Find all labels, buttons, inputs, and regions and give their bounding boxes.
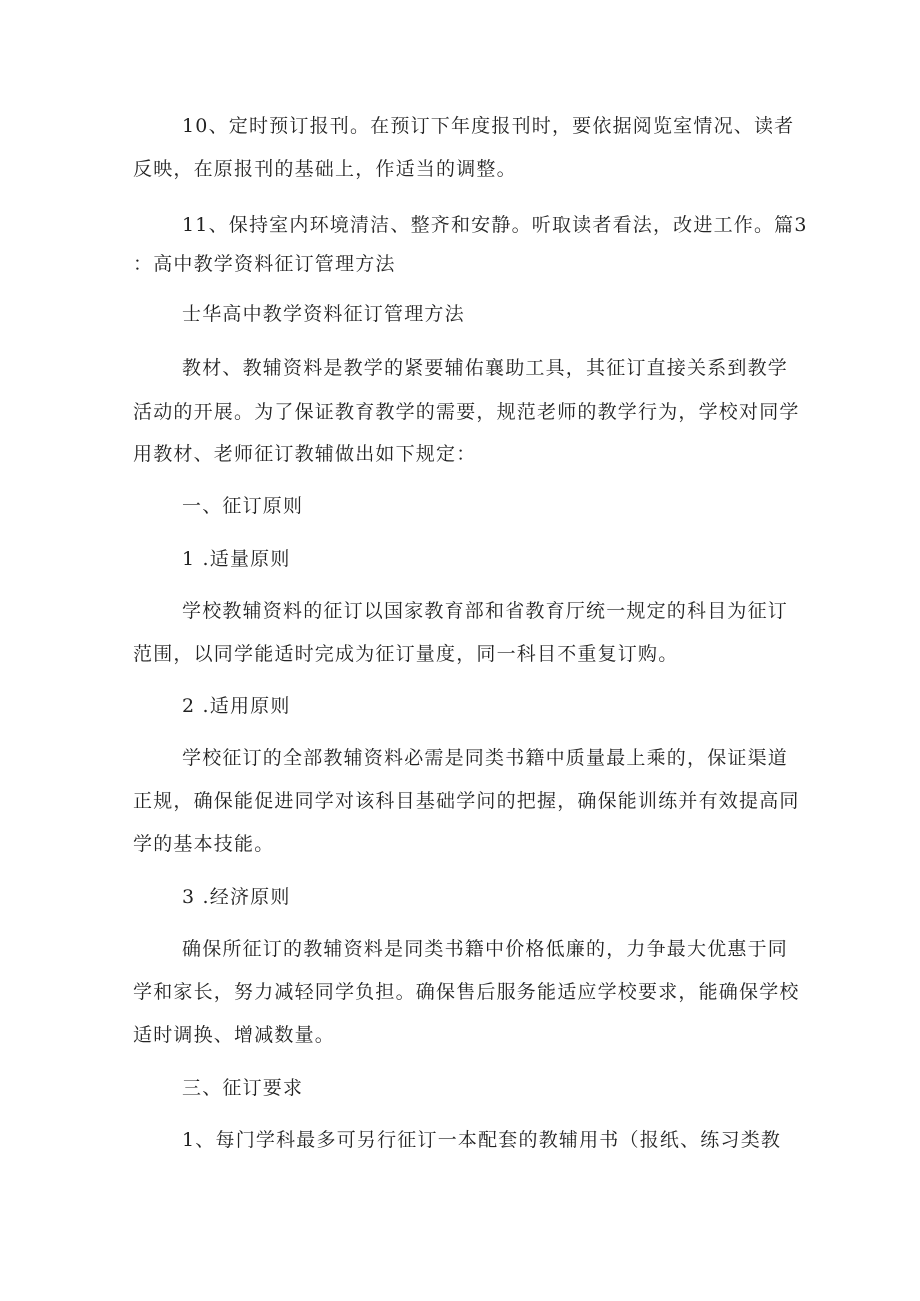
applicable-paragraph-line-1: 学校征订的全部教辅资料必需是同类书籍中质量最上乘的，保证渠道 bbox=[182, 747, 789, 769]
intro-paragraph-line-1: 教材、教辅资料是教学的紧要辅佑襄助工具，其征订直接关系到教学 bbox=[182, 357, 789, 379]
economic-paragraph-line-1: 确保所征订的教辅资料是同类书籍中价格低廉的，力争最大优惠于同 bbox=[182, 938, 789, 960]
paragraph-item-10-line-1: 10、定时预订报刊。在预订下年度报刊时，要依据阅览室情况、读者 bbox=[182, 115, 795, 137]
intro-paragraph-line-3: 用教材、老师征订教辅做出如下规定： bbox=[133, 443, 477, 465]
paragraph-item-11-line-2: ：高中教学资料征订管理方法 bbox=[133, 253, 396, 275]
heading-principles: 一、征订原则 bbox=[182, 495, 304, 517]
paragraph-item-10-line-2: 反映，在原报刊的基础上，作适当的调整。 bbox=[133, 158, 517, 180]
subheading-economic: 3 .经济原则 bbox=[182, 886, 291, 908]
subheading-moderate: 1 .适量原则 bbox=[182, 548, 291, 570]
economic-paragraph-line-2: 学和家长，努力减轻同学负担。确保售后服务能适应学校要求，能确保学校 bbox=[133, 981, 800, 1003]
paragraph-item-11-line-1: 11、保持室内环境清洁、整齐和安静。听取读者看法，改进工作。篇3 bbox=[182, 214, 808, 236]
moderate-paragraph-line-1: 学校教辅资料的征订以国家教育部和省教育厅统一规定的科目为征订 bbox=[182, 600, 789, 622]
applicable-paragraph-line-2: 正规，确保能促进同学对该科目基础学问的把握，确保能训练并有效提高同 bbox=[133, 790, 800, 812]
applicable-paragraph-line-3: 学的基本技能。 bbox=[133, 833, 275, 855]
economic-paragraph-line-3: 适时调换、增减数量。 bbox=[133, 1024, 336, 1046]
subheading-applicable: 2 .适用原则 bbox=[182, 695, 291, 717]
intro-paragraph-line-2: 活动的开展。为了保证教育教学的需要，规范老师的教学行为，学校对同学 bbox=[133, 401, 800, 423]
moderate-paragraph-line-2: 范围，以同学能适时完成为征订量度，同一科目不重复订购。 bbox=[133, 643, 679, 665]
heading-requirements: 三、征订要求 bbox=[182, 1077, 304, 1099]
requirement-item-1-line-1: 1、每门学科最多可另行征订一本配套的教辅用书（报纸、练习类教 bbox=[182, 1129, 782, 1151]
section-title: 士华高中教学资料征订管理方法 bbox=[182, 303, 465, 325]
